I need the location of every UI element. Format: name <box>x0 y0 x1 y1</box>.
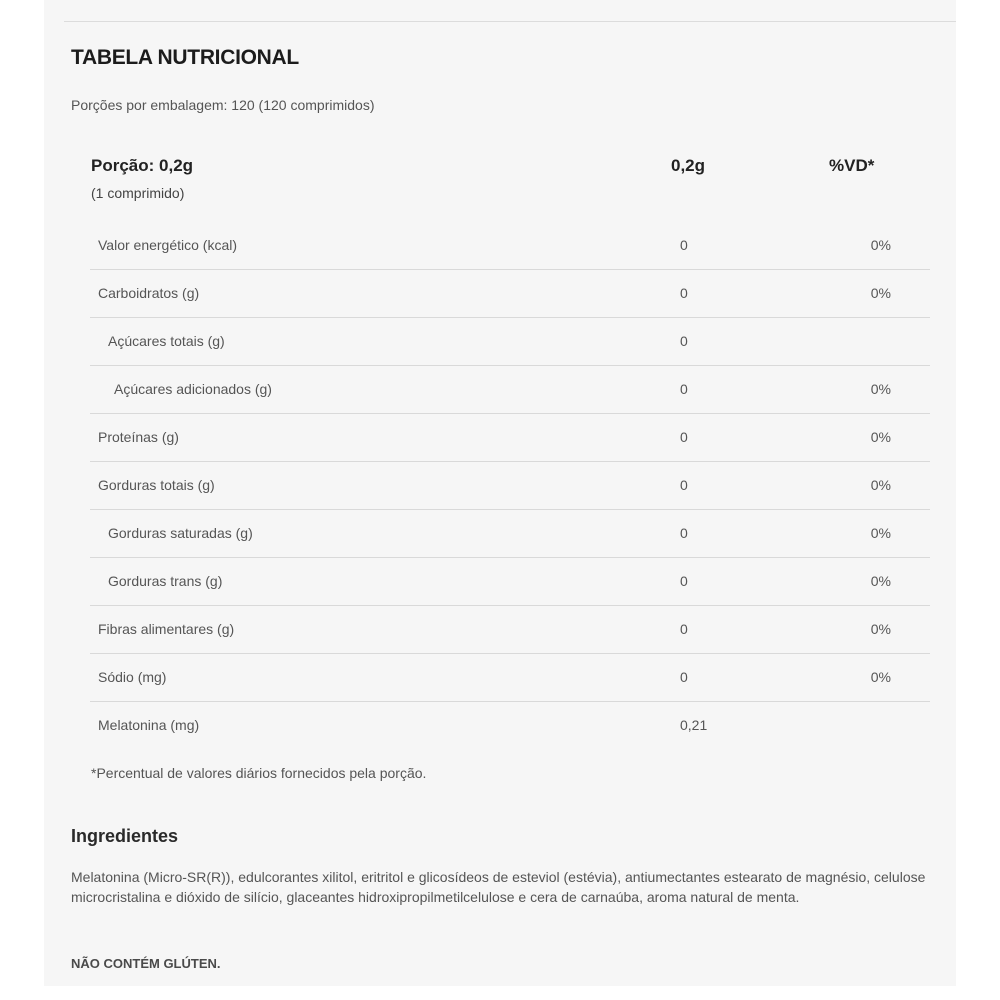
table-row <box>90 366 930 414</box>
nutrient-amount: 0 <box>680 525 688 541</box>
nutrient-amount: 0 <box>680 669 688 685</box>
nutrient-amount: 0 <box>680 429 688 445</box>
footnote: *Percentual de valores diários fornecidos pela porção. <box>91 765 427 781</box>
nutrient-amount: 0 <box>680 285 688 301</box>
nutrition-table-title: TABELA NUTRICIONAL <box>71 46 299 69</box>
table-row <box>90 222 930 270</box>
portion-sublabel: (1 comprimido) <box>91 185 185 201</box>
table-row <box>90 606 930 654</box>
nutrient-vd: 0% <box>870 525 891 541</box>
nutrition-panel <box>44 0 956 986</box>
nutrient-vd: 0% <box>870 477 891 493</box>
portion-header <box>91 156 931 212</box>
nutrition-rows <box>90 222 930 749</box>
nutrient-vd: 0% <box>870 381 891 397</box>
vd-column-header: %VD* <box>829 156 875 175</box>
table-row <box>90 510 930 558</box>
nutrient-name: Carboidratos (g) <box>98 285 200 301</box>
nutrient-amount: 0 <box>680 333 688 349</box>
portion-label: Porção: 0,2g <box>91 156 194 175</box>
servings-per-package: Porções por embalagem: 120 (120 comprimidos) <box>71 97 375 113</box>
table-row <box>90 558 930 606</box>
nutrient-name: Açúcares adicionados (g) <box>114 381 272 397</box>
nutrient-amount: 0 <box>680 477 688 493</box>
ingredients-title: Ingredientes <box>71 826 179 846</box>
nutrient-name: Gorduras trans (g) <box>108 573 223 589</box>
table-row <box>90 318 930 366</box>
nutrient-amount: 0 <box>680 237 688 253</box>
nutrient-name: Proteínas (g) <box>98 429 179 445</box>
table-row <box>90 462 930 510</box>
nutrient-vd: 0% <box>870 237 891 253</box>
nutrient-name: Açúcares totais (g) <box>108 333 225 349</box>
nutrient-amount: 0 <box>680 381 688 397</box>
ingredients-text: Melatonina (Micro-SR(R)), edulcorantes xilitol, eritritol e glicosídeos de esteviol (estévia), antiumectantes estearato de magnésio, celulose microcristalina e dióxido de silício, glaceantes hidroxipropilmetilcelulose e cera de carnaúba, aroma natural de menta. <box>71 869 926 905</box>
nutrient-name: Gorduras totais (g) <box>98 477 215 493</box>
nutrient-name: Valor energético (kcal) <box>98 237 238 253</box>
nutrient-vd: 0% <box>870 429 891 445</box>
amount-column-header: 0,2g <box>671 156 706 175</box>
nutrient-vd: 0% <box>870 669 891 685</box>
nutrient-name: Melatonina (mg) <box>98 717 200 733</box>
nutrient-name: Gorduras saturadas (g) <box>108 525 253 541</box>
gluten-notice: NÃO CONTÉM GLÚTEN. <box>71 956 221 971</box>
table-row <box>90 702 930 749</box>
top-divider <box>64 21 956 22</box>
nutrient-amount: 0,21 <box>680 717 708 733</box>
nutrient-vd: 0% <box>870 621 891 637</box>
nutrient-amount: 0 <box>680 621 688 637</box>
nutrient-amount: 0 <box>680 573 688 589</box>
nutrient-vd: 0% <box>870 573 891 589</box>
table-row <box>90 414 930 462</box>
nutrient-name: Sódio (mg) <box>98 669 167 685</box>
nutrient-vd: 0% <box>870 285 891 301</box>
table-row <box>90 270 930 318</box>
table-row <box>90 654 930 702</box>
nutrient-name: Fibras alimentares (g) <box>98 621 235 637</box>
